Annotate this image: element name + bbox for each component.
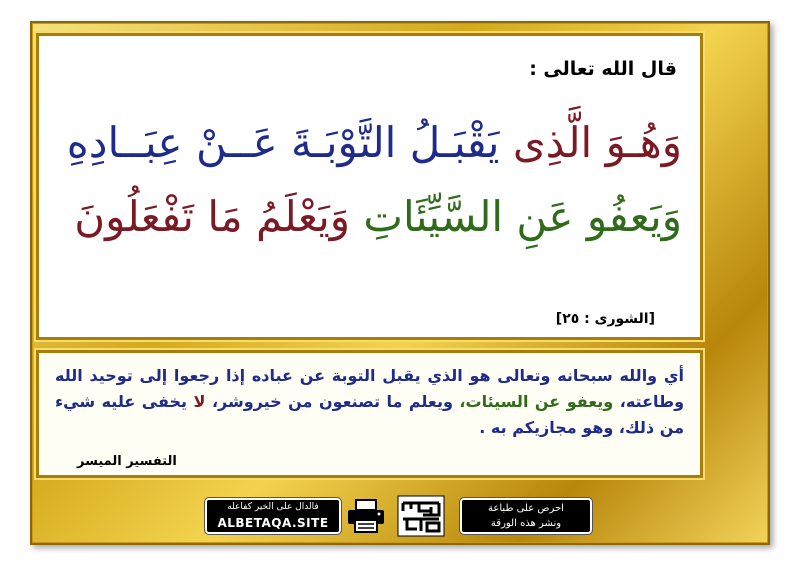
verse-heading: قال الله تعالى : [529, 58, 677, 80]
tafsir-source: التفسير الميسر [77, 454, 177, 469]
site-badge[interactable] [205, 498, 341, 534]
site-url[interactable]: ALBETAQA.SITE [217, 516, 329, 530]
printer-icon [346, 498, 386, 534]
tafsir-segment: ويعفو عن السيئات، [459, 392, 614, 411]
tafsir-segment: لا [193, 392, 206, 411]
verse-panel [36, 33, 703, 340]
verse-word: يَقْبَـلُ [409, 118, 500, 167]
verse-word: عَنِ [516, 192, 574, 241]
verse-word: عِبَــادِهِ [66, 118, 183, 167]
verse-word: وَيَعفُو [586, 192, 682, 241]
tafsir-text [55, 363, 684, 441]
tafsir-panel [36, 350, 703, 478]
print-line-1: احرص على طباعة [488, 503, 564, 514]
print-badge [460, 498, 592, 534]
verse-word: الَّذِى [512, 118, 593, 167]
verse-word: التَّوْبَـةَ [291, 118, 397, 167]
verse-word: تَفْعَلُونَ [74, 192, 194, 241]
verse-line-2 [57, 188, 682, 246]
site-motto: فالدال على الخير كفاعله [227, 502, 319, 512]
verse-line-1 [57, 114, 682, 172]
tafsir-segment: ويعلم ما تصنعون من خيروشر، [211, 392, 453, 411]
dawah-logo [397, 495, 445, 537]
tafsir-segment: يخفى عليه شيء من ذلك، وهو مجازيكم به . [55, 392, 684, 437]
verse-word: وَهُـوَ [605, 118, 682, 167]
verse-reference: [الشورى : ٢٥] [555, 311, 655, 327]
verse-word: السَّيِّئَاتِ [363, 192, 504, 241]
verse-word: مَا [207, 192, 243, 241]
tafsir-segment: أي والله سبحانه وتعالى هو الذي يقبل التوبة عن عباده إذا رجعوا إلى توحيد الله وطاعته، [55, 366, 685, 411]
verse-word: وَيَعْلَمُ [255, 192, 351, 241]
print-line-2: ونشر هذه الورقة [490, 518, 562, 529]
calligraphy-logo-icon [397, 495, 445, 537]
verse-word: عَــنْ [195, 118, 278, 167]
